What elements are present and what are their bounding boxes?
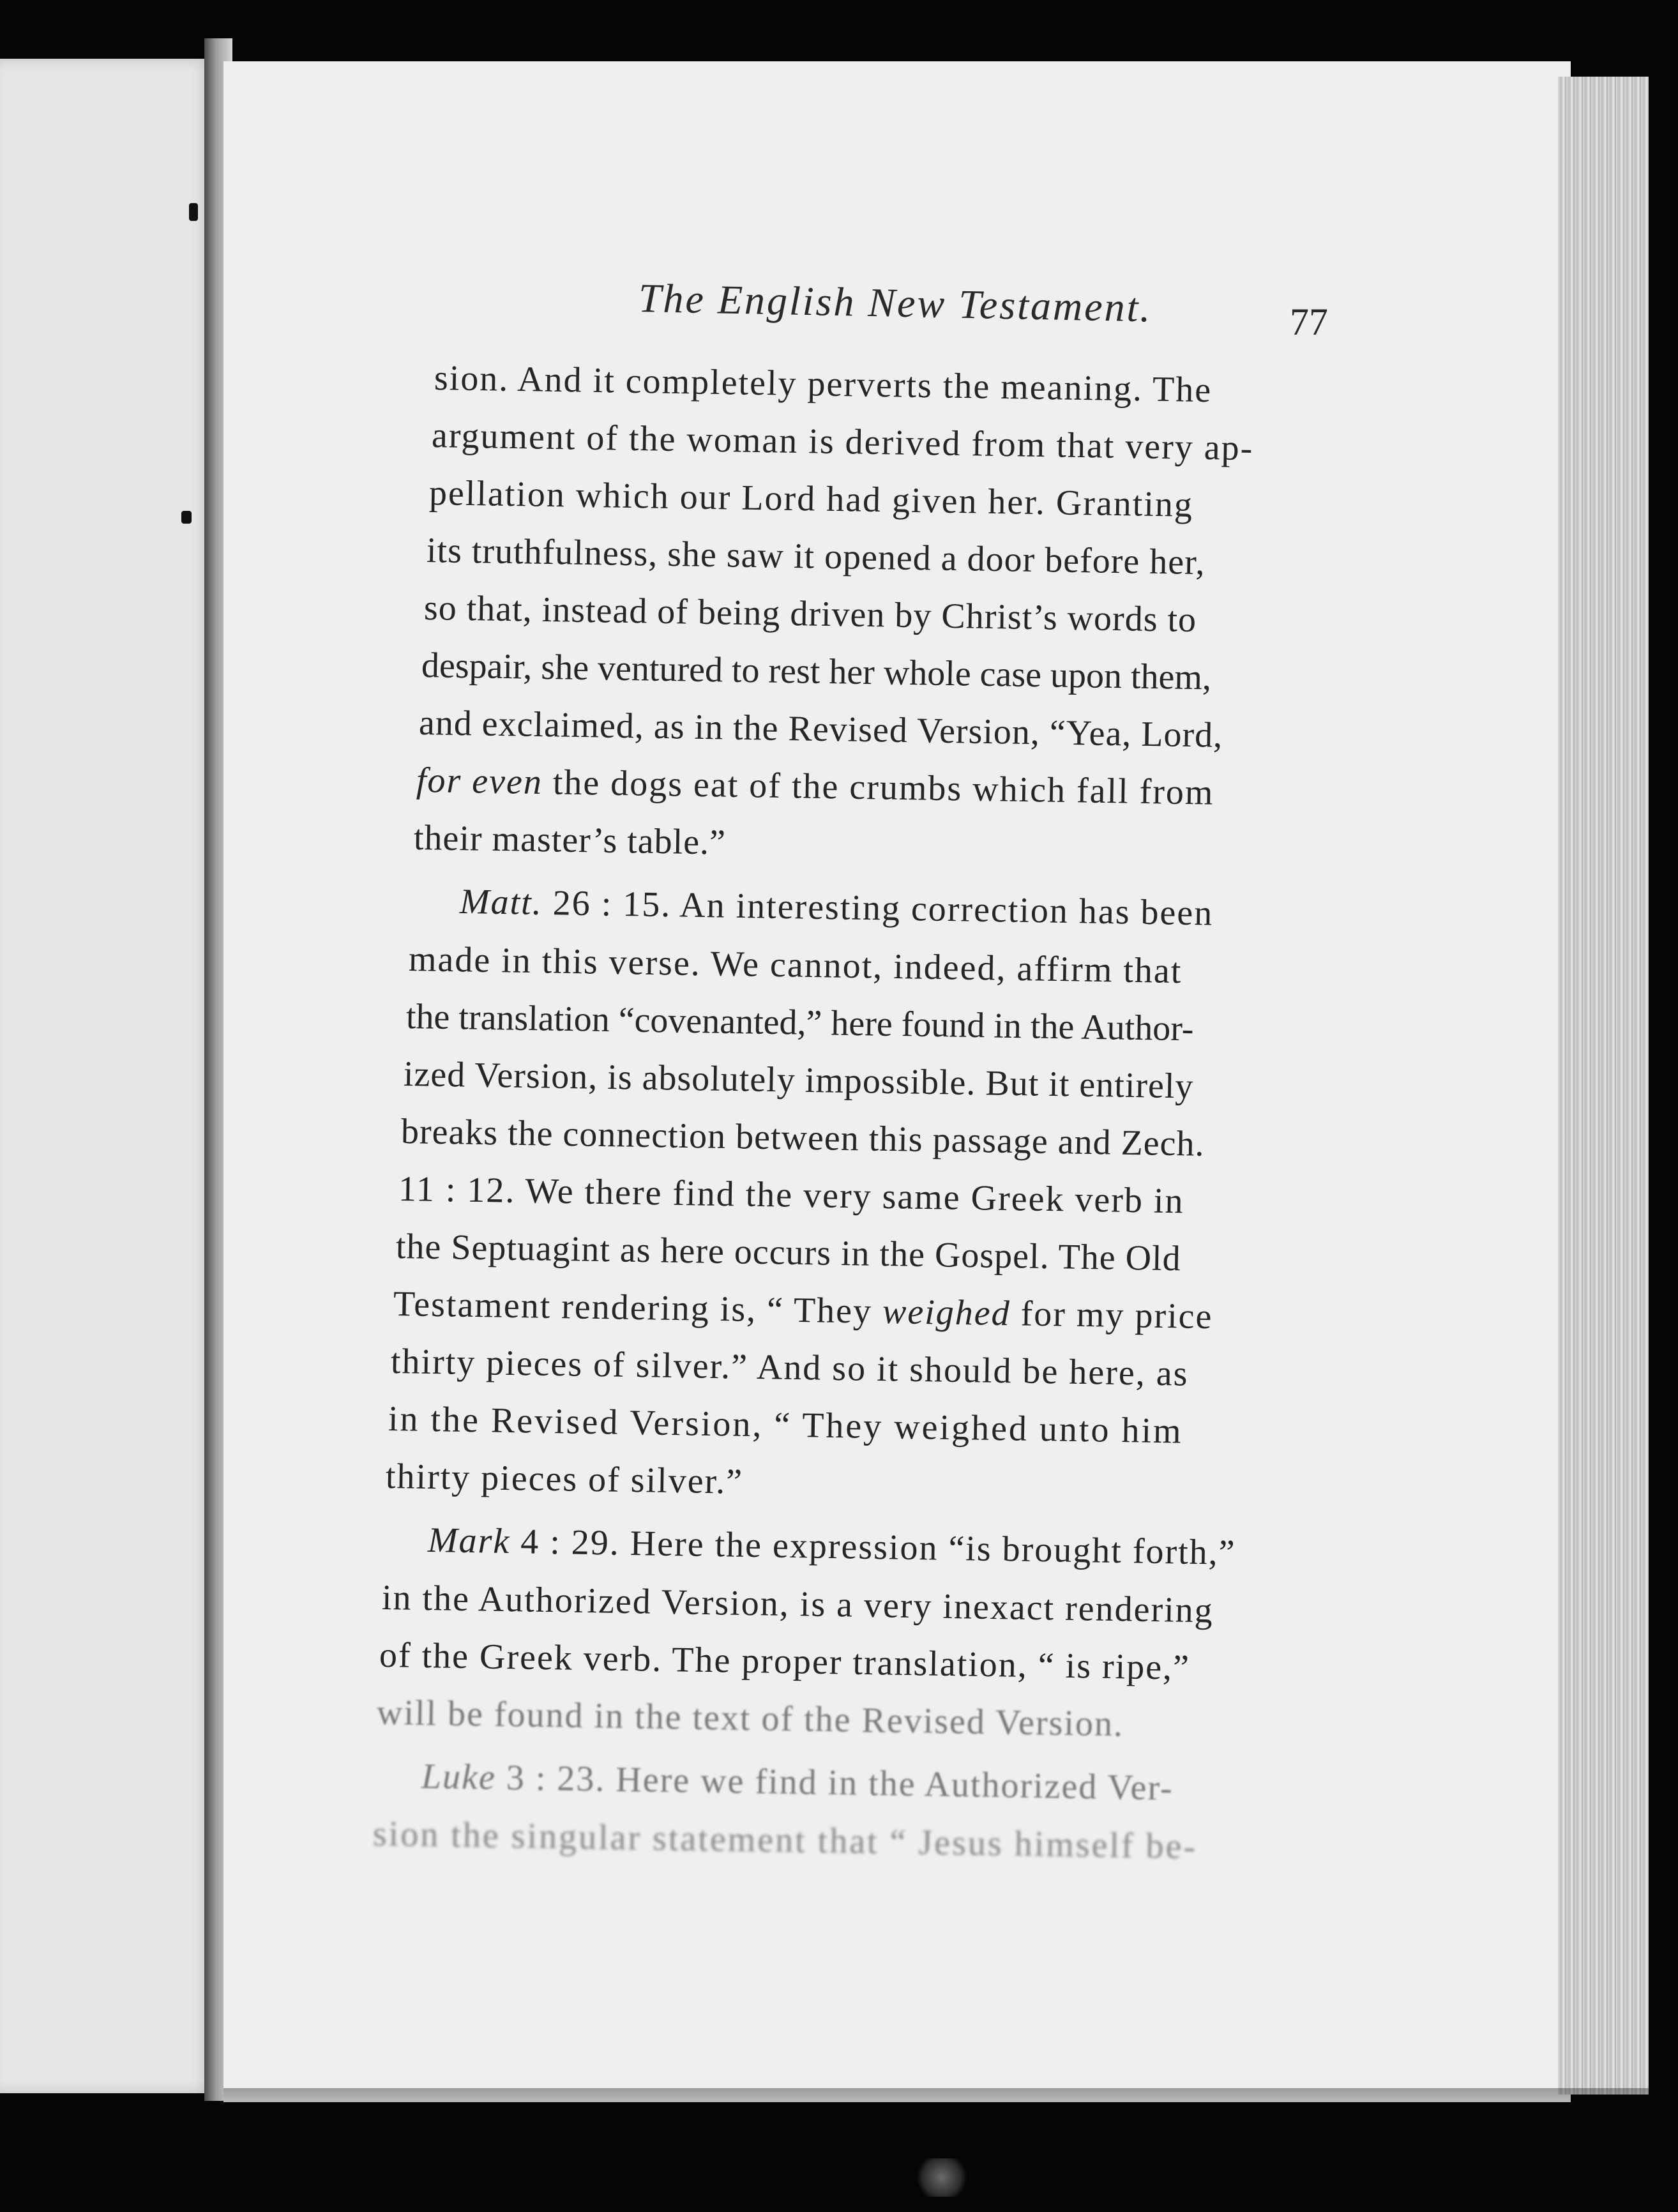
italic-phrase: weighed bbox=[882, 1292, 1011, 1334]
left-page bbox=[0, 59, 214, 2093]
text-line: ized Version, is absolutely impossible. But it entirely bbox=[403, 1054, 1194, 1107]
running-title: The English New Testament. bbox=[638, 275, 1153, 331]
text-line: its truthfulness, she saw it opened a door before her, bbox=[426, 531, 1206, 583]
text-line: so that, instead of being driven by Christ’s words to bbox=[423, 588, 1197, 640]
text-line: the Septuagint as here occurs in the Gospel. The Old bbox=[395, 1227, 1182, 1279]
italic-phrase: for even bbox=[416, 761, 543, 803]
text-line: in the Authorized Version, is a very inexact rendering bbox=[381, 1578, 1214, 1631]
gutter-mark bbox=[181, 511, 192, 524]
text-line: and exclaimed, as in the Revised Version, “Yea, Lord, bbox=[418, 703, 1223, 755]
text-line: despair, she ventured to rest her whole case upon them, bbox=[421, 646, 1212, 698]
page-edges bbox=[1558, 77, 1649, 2095]
text-line: made in this verse. We cannot, indeed, affirm that bbox=[408, 939, 1183, 992]
text-span: 4 : 29. Here the expression “is brought forth,” bbox=[510, 1522, 1237, 1573]
text-line: will be found in the text of the Revised Version. bbox=[376, 1693, 1124, 1745]
text-span: for my price bbox=[1010, 1294, 1213, 1337]
text-span: the dogs eat of the crumbs which fall from bbox=[542, 762, 1214, 813]
text-span: Testament rendering is, “ They bbox=[393, 1284, 883, 1332]
gutter-mark bbox=[189, 203, 198, 221]
page-shadow bbox=[223, 2088, 1660, 2126]
scripture-reference: Mark bbox=[427, 1520, 511, 1562]
text-line: sion. And it completely perverts the meaning. The bbox=[434, 358, 1213, 411]
text-line: their master’s table.” bbox=[413, 818, 727, 863]
text-span: 3 : 23. Here we find in the Authorized Ver- bbox=[495, 1757, 1174, 1808]
text-line: thirty pieces of silver.” bbox=[385, 1457, 744, 1502]
text-line: thirty pieces of silver.” And so it should be here, as bbox=[390, 1342, 1189, 1394]
text-line: sion the singular statement that “ Jesus himself be- bbox=[372, 1814, 1198, 1867]
scripture-reference: Luke bbox=[421, 1757, 497, 1798]
text-line: 11 : 12. We there find the very same Greek verb in bbox=[398, 1169, 1185, 1222]
text-line: breaks the connection between this passage and Zech. bbox=[400, 1112, 1205, 1164]
text-line: argument of the woman is derived from that very ap- bbox=[431, 416, 1254, 469]
text-line: of the Greek verb. The proper translation, “ is ripe,” bbox=[379, 1635, 1191, 1688]
text-line: pellation which our Lord had given her. Granting bbox=[428, 473, 1194, 525]
text-line: the translation “covenanted,” here found in the Author- bbox=[405, 997, 1194, 1049]
text-span: 26 : 15. An interesting correction has been bbox=[542, 883, 1214, 934]
scripture-reference: Matt. bbox=[459, 882, 543, 923]
text-line: in the Revised Version, “ They weighed unto him bbox=[388, 1399, 1184, 1451]
scan-artifact bbox=[913, 2158, 971, 2197]
page-number: 77 bbox=[1290, 301, 1328, 343]
